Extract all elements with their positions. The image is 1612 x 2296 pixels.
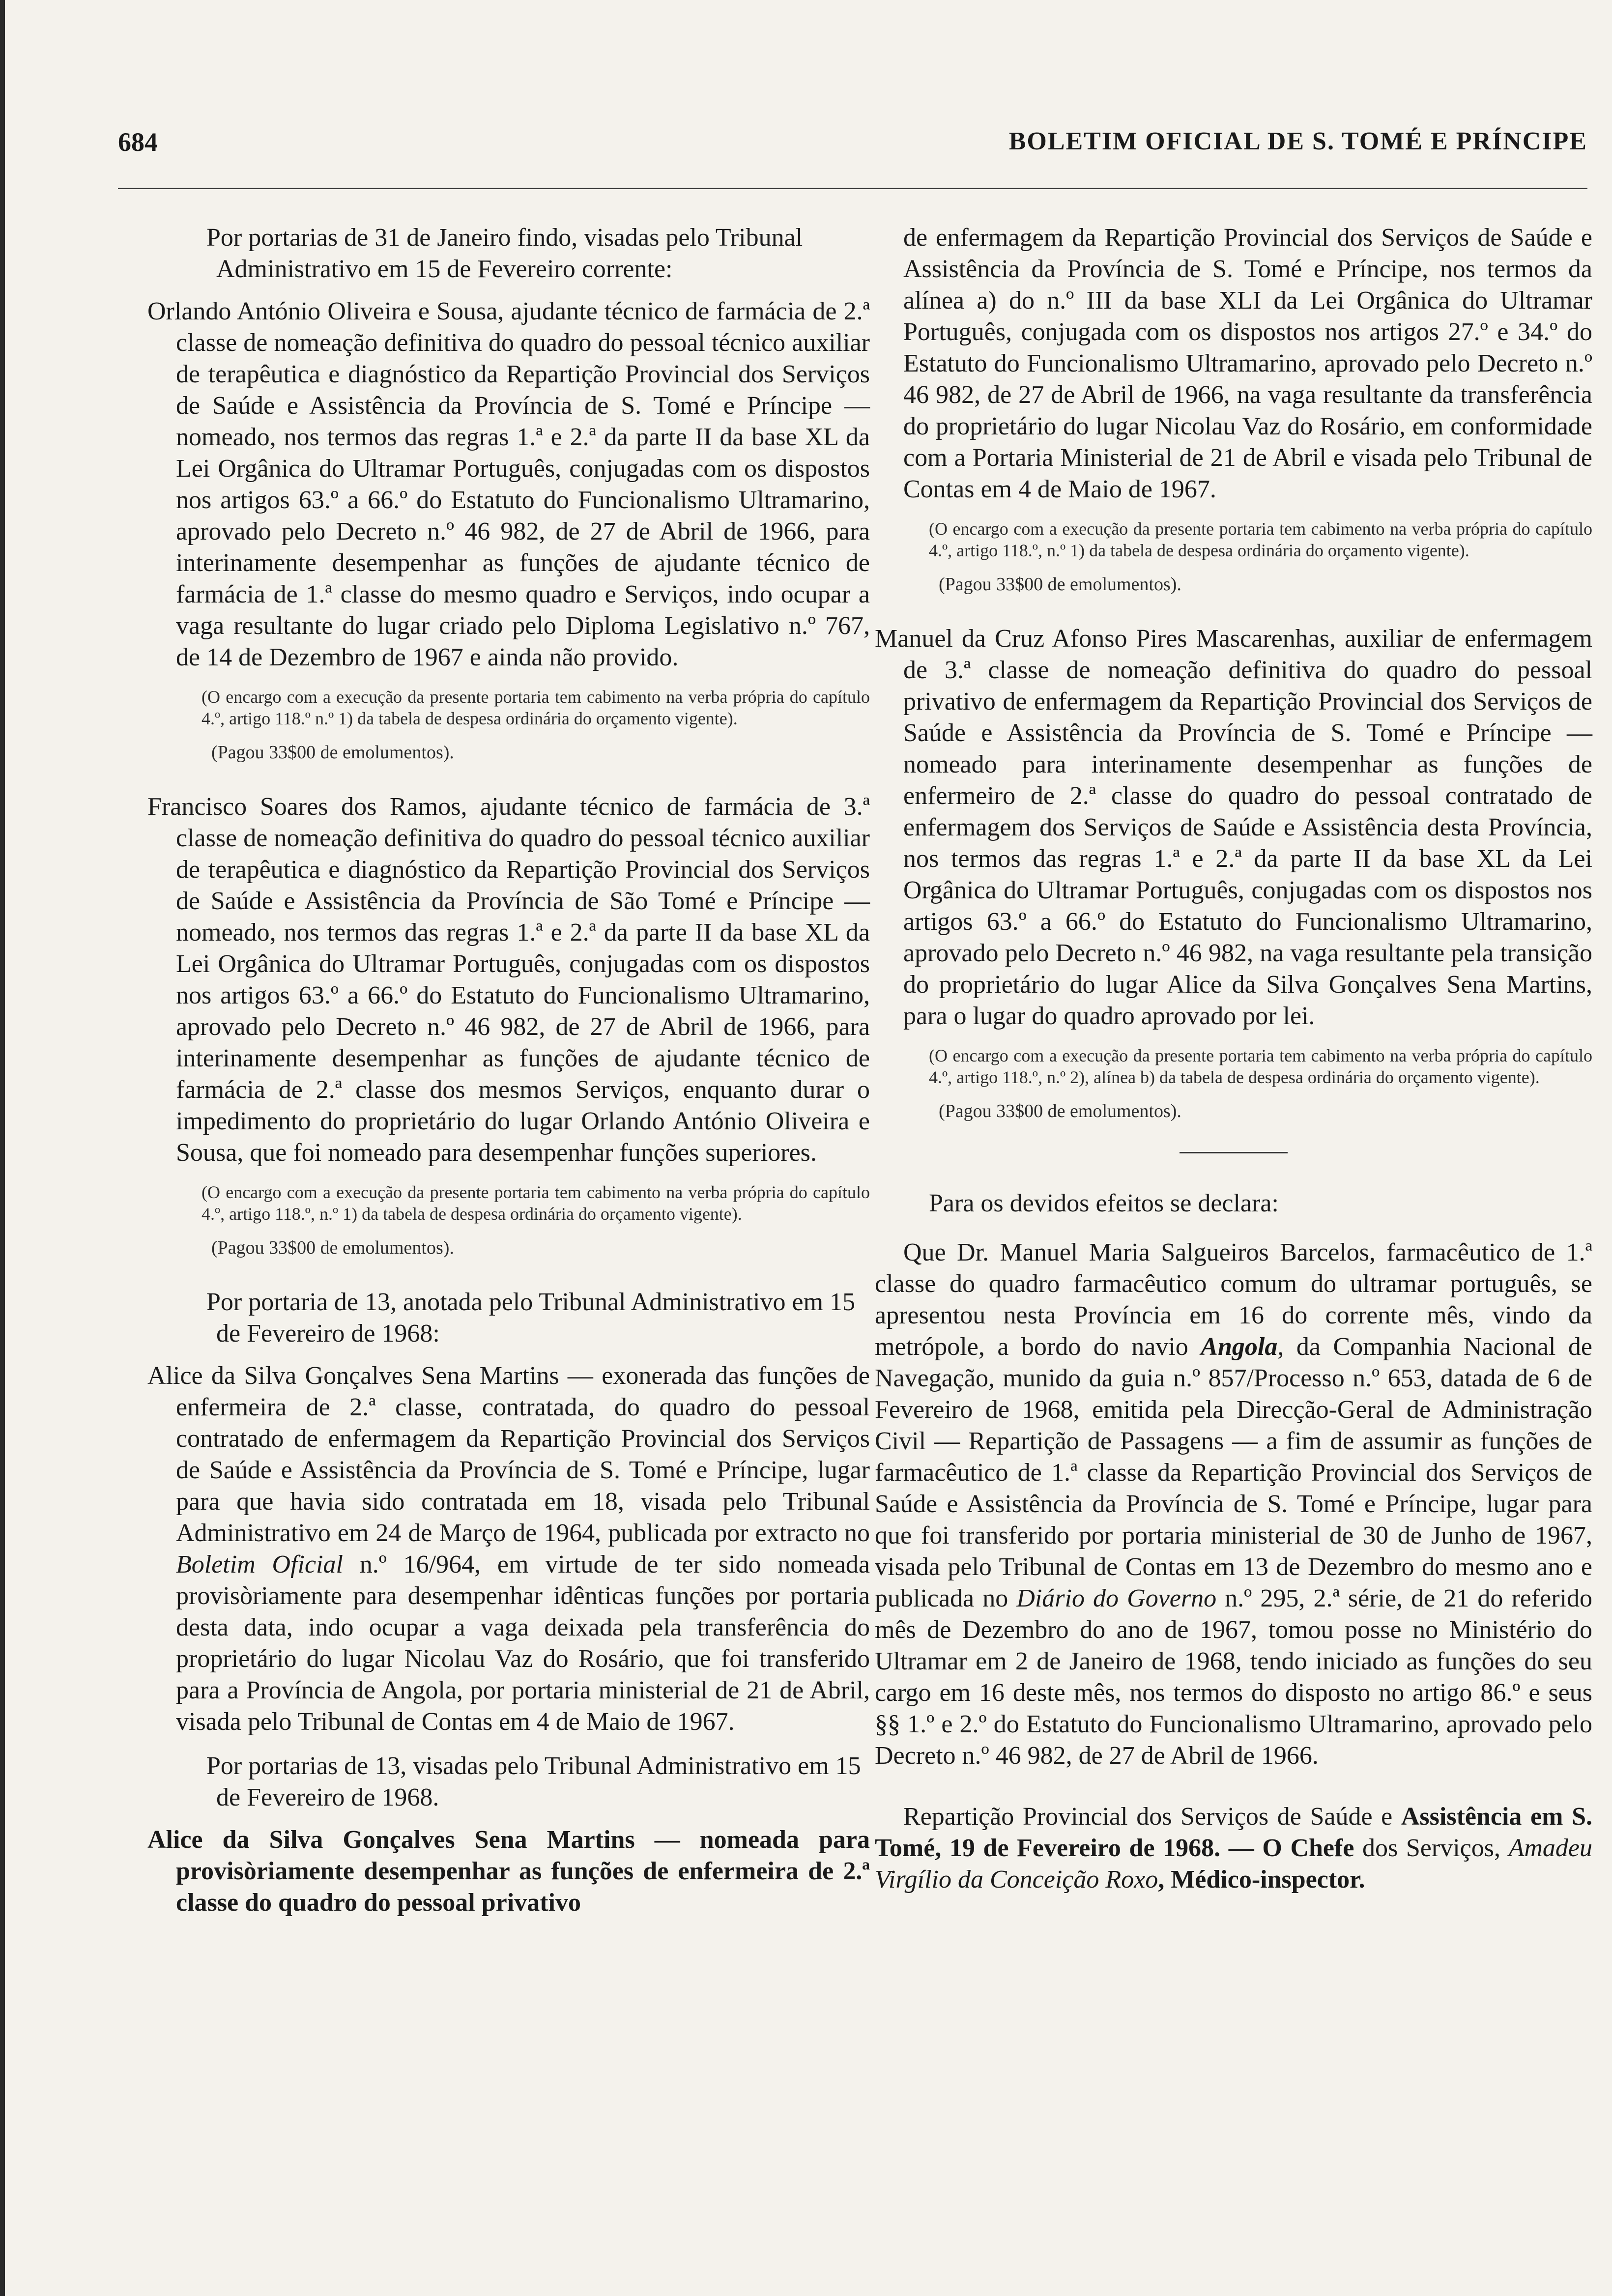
budget-note: (O encargo com a execução da presente portaria tem cabimento na verba própria do capítulo 4.º, artigo 118.º, n.º 1) da tabela de despesa ordinária do orçamento vigente). xyxy=(929,519,1592,560)
header-rule xyxy=(118,188,1587,189)
fees-note: (Pagou 33$00 de emolumentos). xyxy=(939,574,1181,595)
page-number: 684 xyxy=(118,127,158,157)
ship-name: Angola xyxy=(1201,1333,1278,1361)
fees-note: (Pagou 33$00 de emolumentos). xyxy=(211,742,454,763)
entry-text: — exonerada das funções de enfermeira de 2.ª classe, contratada, do quadro do pessoal contratado de enfermagem da Repartição Provincial dos Serviços de Saúde e Assistência da Província de S. Tomé e Príncipe, lugar para que havia sido contratada em 18, visada pelo Tribunal Administrativo em 24 de Março de 1964, publicada por extracto no xyxy=(176,1362,870,1547)
portaria-intro: Por portarias de 13, visadas pelo Tribunal Administrativo em 15 de Fevereiro de 1968. xyxy=(206,1752,861,1811)
entry-name: Orlando António Oliveira e Sousa, xyxy=(147,297,504,325)
signer-title: , Médico-inspector. xyxy=(1158,1866,1365,1894)
entry-alice-appointed: Alice da Silva Gonçalves Sena Martins — nomeada para provisòriamente desempenhar as funções de enfermeira de 2.ª classe do quadro do pessoal privativo xyxy=(147,1826,870,1917)
signoff-place: Repartição Provincial dos Serviços de Saúde e xyxy=(903,1803,1401,1831)
entry-continuation: de enfermagem da Repartição Provincial dos Serviços de Saúde e Assistência da Província de S. Tomé e Príncipe, nos termos da alínea a) do n.º III da base XLI da Lei Orgânica do Ultramar Português, conjugada com os dispostos nos artigos 27.º e 34.º do Estatuto do Funcionalismo Ultramarino, aprovado pelo Decreto n.º 46 982, de 27 de Abril de 1966, na vaga resultante da transferência do proprietário do lugar Nicolau Vaz do Rosário, em conformidade com a Portaria Ministerial de 21 de Abril e visada pelo Tribunal de Contas em 4 de Maio de 1967. xyxy=(903,224,1592,503)
left-column xyxy=(147,222,870,1931)
portaria-intro: Por portaria de 13, anotada pelo Tribunal Administrativo em 15 de Fevereiro de 1968: xyxy=(206,1288,856,1348)
entry-alice-exonerated xyxy=(147,1360,870,1738)
entry-orlando xyxy=(147,296,870,673)
declaration-heading: Para os devidos efeitos se declara: xyxy=(929,1189,1279,1217)
declaration-paragraph xyxy=(875,1237,1592,1772)
portaria-intro: Por portarias de 31 de Janeiro findo, visadas pelo Tribunal Administrativo em 15 de Fevereiro corrente: xyxy=(206,224,803,283)
signoff-text: dos Serviços, xyxy=(1354,1834,1509,1862)
publication-title: Boletim Oficial xyxy=(176,1550,343,1578)
paragraph-text: , da Companhia Nacional de Navegação, munido da guia n.º 857/Processo n.º 653, datada de 6 de Fevereiro de 1968, emitida pela Direcção-Geral de Administração Civil — Repartição de Passagens — a fim de assumir as funções de farmacêutico de 1.ª classe da Repartição Provincial dos Serviços de Saúde e Assistência da Província de S. Tomé e Príncipe, lugar para que foi transferido por portaria ministerial de 30 de Junho de 1967, visada pelo Tribunal de Contas em 13 de Dezembro do mesmo ano e publicada no xyxy=(875,1333,1592,1612)
entry-manuel xyxy=(875,623,1592,1032)
fees-note: (Pagou 33$00 de emolumentos). xyxy=(939,1101,1181,1121)
entry-text: ajudante técnico de farmácia de 3.ª classe de nomeação definitiva do quadro do pessoal técnico auxiliar de terapêutica e diagnóstico da Repartição Provincial dos Serviços de Saúde e Assistência da Província de São Tomé e Príncipe — nomeado, nos termos das regras 1.ª e 2.ª da parte II da base XL da Lei Orgânica do Ultramar Português, conjugadas com os dispostos nos artigos 63.º a 66.º do Estatuto do Funcionalismo Ultramarino, aprovado pelo Decreto n.º 46 982, de 27 de Abril de 1966, para interinamente desempenhar as funções de ajudante técnico de farmácia de 2.ª classe dos mesmos Serviços, enquanto durar o impedimento do proprietário do lugar Orlando António Oliveira e Sousa, que foi nomeado para desempenhar funções superiores. xyxy=(176,793,870,1167)
entry-name: Alice da Silva Gonçalves Sena Martins xyxy=(147,1362,559,1390)
signer-name: Amadeu Virgílio da Conceição Roxo xyxy=(875,1834,1592,1894)
entry-name: Manuel da Cruz Afonso Pires Mascarenhas, xyxy=(875,625,1336,653)
right-column xyxy=(875,222,1592,1895)
entry-text: n.º 16/964, em virtude de ter sido nomeada provisòriamente para desempenhar idênticas funções por portaria desta data, indo ocupar a vaga deixada pela transferência do proprietário do lugar Nicolau Vaz do Rosário, que foi transferido para a Província de Angola, por portaria ministerial de 21 de Abril, visada pelo Tribunal de Contas em 4 de Maio de 1967. xyxy=(176,1550,870,1736)
page-header xyxy=(118,127,1587,166)
section-divider xyxy=(1180,1152,1288,1153)
budget-note: (O encargo com a execução da presente portaria tem cabimento na verba própria do capítulo 4.º, artigo 118.º, n.º 2), alínea b) da tabela de despesa ordinária do orçamento vigente). xyxy=(929,1046,1592,1087)
budget-note: (O encargo com a execução da presente portaria tem cabimento na verba própria do capítulo 4.º, artigo 118.º, n.º 1) da tabela de despesa ordinária do orçamento vigente). xyxy=(202,1182,870,1224)
budget-note: (O encargo com a execução da presente portaria tem cabimento na verba própria do capítulo 4.º, artigo 118.º n.º 1) da tabela de despesa ordinária do orçamento vigente). xyxy=(202,687,870,728)
entry-francisco xyxy=(147,791,870,1169)
entry-text: ajudante técnico de farmácia de 2.ª classe de nomeação definitiva do quadro do pessoal técnico auxiliar de terapêutica e diagnóstico da Repartição Provincial dos Serviços de Saúde e Assistência da Província de S. Tomé e Príncipe — nomeado, nos termos das regras 1.ª e 2.ª da parte II da base XL da Lei Orgânica do Ultramar Português, conjugadas com os dispostos nos artigos 63.º a 66.º do Estatuto do Funcionalismo Ultramarino, aprovado pelo Decreto n.º 46 982, de 27 de Abril de 1966, para interinamente desempenhar as funções de ajudante técnico de farmácia de 1.ª classe do mesmo quadro e Serviços, indo ocupar a vaga resultante do lugar criado pelo Diploma Legislativo n.º 767, de 14 de Dezembro de 1967 e ainda não provido. xyxy=(176,297,870,671)
signoff xyxy=(875,1801,1592,1895)
journal-name: Diário do Governo xyxy=(1016,1584,1217,1612)
running-title: BOLETIM OFICIAL DE S. TOMÉ E PRÍNCIPE xyxy=(1008,127,1587,155)
paragraph-text: n.º 295, 2.ª série, de 21 do referido mês de Dezembro do ano de 1967, tomou posse no Ministério do Ultramar em 2 de Janeiro de 1968, tendo iniciado as funções do seu cargo em 16 deste mês, nos termos do disposto no artigo 86.º e seus §§ 1.º e 2.º do Estatuto do Funcionalismo Ultramarino, aprovado pelo Decreto n.º 46 982, de 27 de Abril de 1966. xyxy=(875,1584,1592,1770)
signoff-date: Assistência em S. Tomé, 19 de Fevereiro de 1968. — O Chefe xyxy=(875,1803,1592,1862)
entry-name: Francisco Soares dos Ramos, xyxy=(147,793,467,821)
entry-text: auxiliar de enfermagem de 3.ª classe de nomeação definitiva do quadro do pessoal privativo de enfermagem da Repartição Provincial dos Serviços de Saúde e Assistência da Província de S. Tomé e Príncipe — nomeado para interinamente desempenhar as funções de enfermeiro de 2.ª classe do quadro do pessoal contratado de enfermagem dos Serviços de Saúde e Assistência desta Província, nos termos das regras 1.ª e 2.ª da parte II da base XL da Lei Orgânica do Ultramar Português, conjugadas com os dispostos nos artigos 63.º a 66.º do Estatuto do Funcionalismo Ultramarino, aprovado pelo Decreto n.º 46 982, na vaga resultante pela transição do proprietário do lugar Alice da Silva Gonçalves Sena Martins, para o lugar do quadro aprovado por lei. xyxy=(903,625,1592,1030)
paragraph-text: Que Dr. Manuel Maria Salgueiros Barcelos, farmacêutico de 1.ª classe do quadro farmacêutico comum do ultramar português, se apresentou nesta Província em 16 do corrente mês, vindo da metrópole, a bordo do navio xyxy=(875,1238,1592,1361)
scan-edge xyxy=(0,0,5,2296)
fees-note: (Pagou 33$00 de emolumentos). xyxy=(211,1237,454,1258)
